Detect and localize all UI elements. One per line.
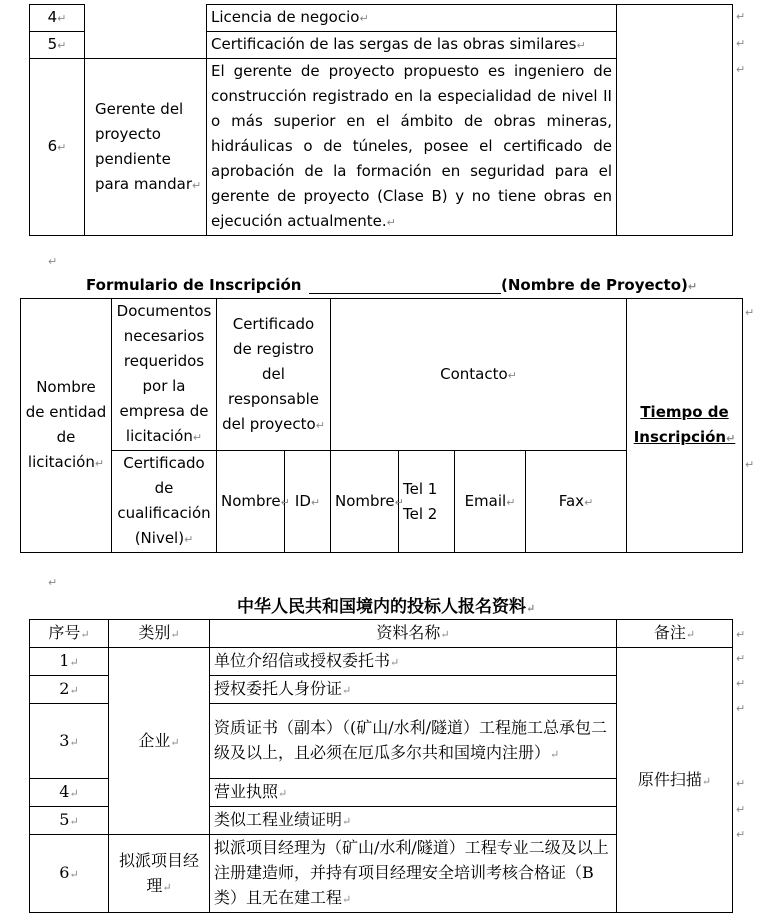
form-title-left: Formulario de Inscripción [86,276,302,294]
row-number: 3↵ [30,704,109,779]
requirements-table-es [29,4,733,236]
header-id: ID↵ [285,451,331,553]
header-contact: Contacto↵ [331,299,627,451]
category-project-manager: 拟派项目经理↵ [109,835,210,913]
header-required-docs: Documentos necesarios requeridos por la empresa de licitación↵ [112,299,217,451]
document-name: El gerente de proyecto propuesto es ingeniero de construcción registrado en la especialidad de nivel II o más superior en el ámbito de obras mineras, hidráulicas o de túneles, posee el certificado de aprobación de la formación en seguridad para el gerente de proyecto (Clase B) y no tiene obras en ejecución actualmente.↵ [207,59,617,236]
document-name: 资质证书（副本）（(矿山/水利/隧道）工程施工总承包二级及以上，且必须在厄瓜多尔共和国境内注册）↵ [210,704,617,779]
category-cell [85,5,207,59]
row-number: 6↵ [30,835,109,913]
row-number: 1↵ [30,648,109,676]
row-number: 4↵ [30,779,109,807]
registration-form-table [20,298,743,553]
header-notes: 备注↵ [617,620,733,648]
header-email: Email↵ [455,451,526,553]
header-name: Nombre↵ [217,451,285,553]
document-name: Certificación de las sergas de las obras similares↵ [207,32,617,59]
category-company: 企业↵ [109,648,210,835]
header-seq: 序号↵ [30,620,109,648]
chinese-table-title: 中华人民共和国境内的投标人报名资料↵ [237,597,536,617]
document-name: 营业执照↵ [210,779,617,807]
header-qualification-cert: Certificado de cualificación (Nivel)↵ [112,451,217,553]
row-number: 6↵ [30,59,85,236]
document-name: 类似工程业绩证明↵ [210,807,617,835]
header-registration-time: Tiempo de Inscripción↵ [627,299,743,553]
header-tel: Tel 1 Tel 2 [399,451,455,553]
notes-original-scan: 原件扫描↵ [617,648,733,913]
document-name: Licencia de negocio↵ [207,5,617,32]
header-entity-name: Nombre de entidad de licitación↵ [21,299,112,553]
row-number: 4↵ [30,5,85,32]
header-doc-name: 资料名称↵ [210,620,617,648]
header-fax: Fax↵ [526,451,627,553]
form-title-right: (Nombre de Proyecto)↵ [501,276,698,294]
category-cell: Gerente del proyecto pendiente para mandar↵ [85,59,207,236]
row-number: 5↵ [30,807,109,835]
row-number: 2↵ [30,676,109,704]
header-registration-cert: Certificado de registro del responsable del proyecto↵ [217,299,331,451]
requirements-table-zh [29,619,733,913]
remarks-cell [617,5,733,236]
project-name-blank [309,293,501,294]
document-name: 授权委托人身份证↵ [210,676,617,704]
document-name: 拟派项目经理为（矿山/水利/隧道）工程专业二级及以上注册建造师，并持有项目经理安全培训考核合格证（B 类）且无在建工程↵ [210,835,617,913]
header-contact-name: Nombre↵ [331,451,399,553]
row-number: 5↵ [30,32,85,59]
document-name: 单位介绍信或授权委托书↵ [210,648,617,676]
header-category: 类别↵ [109,620,210,648]
